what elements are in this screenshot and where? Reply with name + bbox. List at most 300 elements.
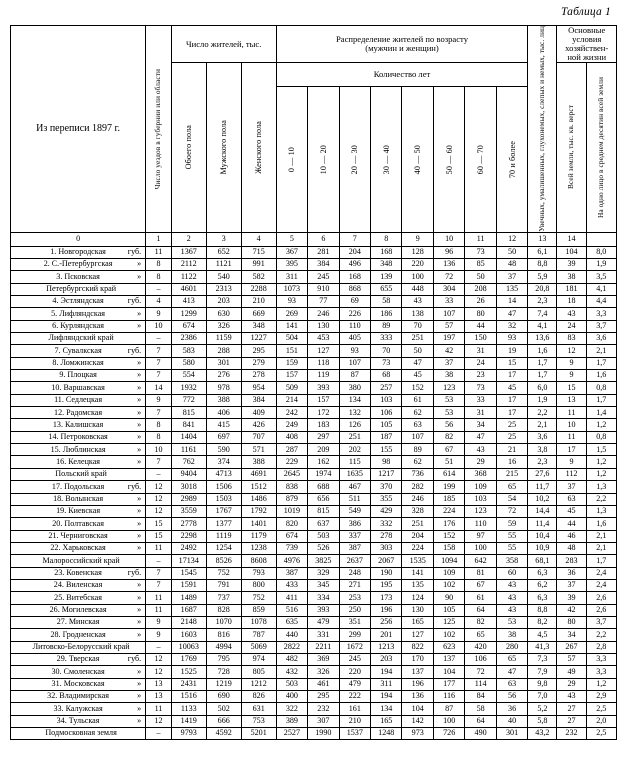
cell-c8: 137 [402,666,433,678]
row-label-text: 9. Плоцкая [59,370,97,380]
header-age-10-20-label: 10 — 20 [318,144,328,174]
cell-c7: 196 [371,604,402,616]
table-row [11,444,617,456]
cell-c4: 2527 [276,728,307,740]
cell-c5: 345 [308,579,339,591]
cell-c11: 48 [496,258,527,270]
cell-c9: 100 [433,715,464,727]
cell-c13: 39 [557,258,586,270]
row-label-suffix: » [137,580,142,590]
header-age-50-60-label: 50 — 60 [444,144,454,174]
row-label [11,715,146,727]
cell-c6: 126 [339,419,370,431]
cell-c4: 820 [276,518,307,530]
cell-c10: 33 [465,394,496,406]
cell-c13: 48 [557,542,586,554]
cell-c11: 32 [496,320,527,332]
cell-c3: 1212 [241,678,276,690]
row-label-text: 1. Новгородская [50,247,106,257]
cell-c1: 815 [171,407,206,419]
cell-c6: 467 [339,481,370,493]
cell-c10: 420 [465,641,496,653]
cell-c3: 384 [241,394,276,406]
row-label [11,567,146,579]
row-label [11,419,146,431]
header-group-age-distribution [276,26,528,63]
cell-c12: 1,7 [528,370,557,382]
cell-c9: 1094 [433,555,464,567]
cell-c0: 8 [146,431,172,443]
cell-c11: 45 [496,382,527,394]
cell-c9: 726 [433,728,464,740]
cell-c5: 130 [308,320,339,332]
row-label-text: 18. Волынская [53,493,104,503]
cell-c13: 36 [557,567,586,579]
cell-c11: 72 [496,505,527,517]
table-body [11,246,617,740]
row-label-suffix: губ. [127,296,142,306]
cell-c2: 1767 [206,505,241,517]
cell-c6: 107 [339,357,370,369]
cell-c13: 17 [557,444,586,456]
cell-c14: 3,3 [586,666,616,678]
cell-c3: 1512 [241,481,276,493]
row-label-text: 16. Келецкая [56,456,101,466]
cell-c13: 10 [557,419,586,431]
cell-c8: 282 [402,481,433,493]
header-uezd-count-label: Число уездов в губернии или области [153,68,163,189]
row-label-suffix: губ. [127,567,142,577]
header-disabled-count [528,26,557,233]
cell-c11: 17 [496,370,527,382]
cell-c5: 77 [308,296,339,308]
row-label-suffix: губ. [127,481,142,491]
cell-c1: 10063 [171,641,206,653]
cell-c11: 54 [496,493,527,505]
cell-c10: 61 [465,592,496,604]
row-label-text: 13. Калишская [52,419,104,429]
row-label [11,320,146,332]
row-label-suffix: » [137,543,142,553]
header-col-female-label: Женского пола [254,120,264,174]
cell-c4: 387 [276,567,307,579]
cell-c4: 879 [276,493,307,505]
cell-c6: 251 [339,431,370,443]
cell-c7: 190 [371,567,402,579]
cell-c10: 72 [465,666,496,678]
cell-c6: 2637 [339,555,370,567]
cell-c9: 42 [433,345,464,357]
cell-c12: 8,8 [528,604,557,616]
cell-c6: 479 [339,678,370,690]
cell-c8: 89 [402,444,433,456]
cell-c14: 4,1 [586,283,616,295]
cell-c8: 107 [402,431,433,443]
cell-c3: 715 [241,246,276,258]
row-label [11,604,146,616]
cell-c12: 27,6 [528,468,557,480]
cell-c8: 130 [402,604,433,616]
cell-c0: – [146,333,172,345]
cell-c14: 3,3 [586,653,616,665]
cell-c1: 413 [171,296,206,308]
cell-c10: 64 [465,715,496,727]
cell-c4: 389 [276,715,307,727]
cell-c13: 49 [557,666,586,678]
table-row [11,653,617,665]
cell-c5: 118 [308,357,339,369]
row-label [11,518,146,530]
cell-c1: 1525 [171,666,206,678]
cell-c10: 29 [465,456,496,468]
cell-c0: 15 [146,530,172,542]
cell-c13: 38 [557,271,586,283]
cell-c13: 15 [557,382,586,394]
cell-c7: 155 [371,444,402,456]
cell-c8: 220 [402,258,433,270]
cell-c2: 4592 [206,728,241,740]
cell-c12: 10,9 [528,542,557,554]
cell-c3: 409 [241,407,276,419]
cell-c5: 637 [308,518,339,530]
colnum-0: 0 [11,232,146,246]
table-row [11,271,617,283]
cell-c9: 123 [433,382,464,394]
cell-c9: 56 [433,419,464,431]
cell-c7: 98 [371,456,402,468]
cell-c10: 84 [465,691,496,703]
cell-c7: 355 [371,493,402,505]
cell-c1: 1299 [171,308,206,320]
cell-c0: 9 [146,616,172,628]
row-label [11,407,146,419]
cell-c9: 33 [433,296,464,308]
cell-c13: 9 [557,357,586,369]
cell-c4: 311 [276,271,307,283]
row-label-suffix: губ. [127,247,142,257]
header-age-20-30 [339,86,370,232]
cell-c5: 815 [308,505,339,517]
header-group-years: Количество лет [276,63,528,87]
cell-c2: 652 [206,246,241,258]
cell-c5: 2211 [308,641,339,653]
row-label-suffix: » [137,444,142,454]
cell-c3: 5201 [241,728,276,740]
cell-c0: 7 [146,357,172,369]
cell-c11: 19 [496,345,527,357]
cell-c8: 246 [402,493,433,505]
row-label-suffix: » [137,321,142,331]
header-col-both-sexes-label: Обоего пола [184,125,194,170]
table-row [11,481,617,493]
cell-c12: 14,4 [528,505,557,517]
cell-c2: 4994 [206,641,241,653]
cell-c5: 369 [308,653,339,665]
cell-c13: 83 [557,333,586,345]
cell-c8: 100 [402,271,433,283]
cell-c5: 157 [308,394,339,406]
cell-c8: 448 [402,283,433,295]
cell-c4: 674 [276,530,307,542]
cell-c12: 10,2 [528,493,557,505]
cell-c6: 204 [339,246,370,258]
header-uezd-count [146,26,172,233]
cell-c4: 367 [276,246,307,258]
cell-c4: 1073 [276,283,307,295]
cell-c8: 63 [402,419,433,431]
cell-c0: 13 [146,678,172,690]
cell-c1: 1367 [171,246,206,258]
table-row [11,703,617,715]
cell-c9: 137 [433,653,464,665]
cell-c12: 10,4 [528,530,557,542]
row-label-suffix: » [137,432,142,442]
cell-c0: – [146,283,172,295]
cell-c3: 753 [241,715,276,727]
cell-c2: 502 [206,703,241,715]
cell-c0: 12 [146,505,172,517]
cell-c12: 7,3 [528,653,557,665]
cell-c4: 411 [276,592,307,604]
cell-c8: 251 [402,518,433,530]
row-label-text: 24. Виленская [53,580,103,590]
cell-c14: 2,1 [586,542,616,554]
cell-c5: 119 [308,370,339,382]
row-label-text: 30. Смоленская [51,666,105,676]
cell-c12: 6,3 [528,567,557,579]
cell-c9: 152 [433,530,464,542]
cell-c11: 135 [496,283,527,295]
cell-c8: 124 [402,592,433,604]
cell-c11: 215 [496,468,527,480]
cell-c0: 8 [146,419,172,431]
cell-c2: 301 [206,357,241,369]
header-age-70-plus [496,86,527,232]
cell-c4: 229 [276,456,307,468]
cell-c5: 281 [308,246,339,258]
cell-c2: 388 [206,394,241,406]
cell-c2: 697 [206,431,241,443]
header-col-desyatin-label: На одно лицо в среднем десятин всей земли [596,76,606,218]
cell-c9: 53 [433,394,464,406]
cell-c7: 311 [371,678,402,690]
header-group-economy [557,26,617,63]
colnum-6: 6 [308,232,339,246]
row-label-text: 19. Киевская [56,506,101,516]
table-row [11,616,617,628]
cell-c11: 65 [496,653,527,665]
header-age-30-40-label: 30 — 40 [381,144,391,174]
cell-c8: 822 [402,641,433,653]
cell-c11: 55 [496,542,527,554]
cell-c10: 208 [465,283,496,295]
header-age-0-10-label: 0 — 10 [287,146,297,172]
cell-c12: 6,1 [528,246,557,258]
cell-c1: 2778 [171,518,206,530]
cell-c12: 11,4 [528,518,557,530]
cell-c3: 669 [241,308,276,320]
row-label [11,246,146,258]
colnum-3: 3 [206,232,241,246]
cell-c9: 116 [433,691,464,703]
cell-c14: 1,3 [586,505,616,517]
cell-c3: 787 [241,629,276,641]
header-group-inhabitants: Число жителей, тыс. [171,26,276,63]
cell-c13: 267 [557,641,586,653]
cell-c5: 656 [308,493,339,505]
cell-c13: 283 [557,555,586,567]
cell-c2: 1503 [206,493,241,505]
cell-c4: 432 [276,666,307,678]
row-label [11,493,146,505]
cell-c14: 1,2 [586,678,616,690]
cell-c6: 115 [339,456,370,468]
row-label-suffix: » [137,506,142,516]
cell-c9: 53 [433,407,464,419]
cell-c2: 737 [206,592,241,604]
colnum-2: 2 [171,232,206,246]
cell-c13: 181 [557,283,586,295]
table-row [11,666,617,678]
cell-c8: 152 [402,382,433,394]
cell-c11: 16 [496,456,527,468]
table-row-region-total [11,468,617,480]
table-row [11,604,617,616]
table-row [11,678,617,690]
cell-c1: 554 [171,370,206,382]
cell-c0: – [146,468,172,480]
cell-c11: 50 [496,246,527,258]
row-label [11,456,146,468]
cell-c9: 304 [433,283,464,295]
row-label-suffix: губ. [127,345,142,355]
cell-c11: 358 [496,555,527,567]
table-row-region-total [11,333,617,345]
cell-c0: 9 [146,394,172,406]
cell-c7: 106 [371,407,402,419]
cell-c10: 73 [465,246,496,258]
colnum-8: 8 [371,232,402,246]
cell-c9: 158 [433,542,464,554]
cell-c14: 1,9 [586,258,616,270]
cell-c3: 752 [241,592,276,604]
row-label-text: 3. Псковская [56,271,100,281]
cell-c14: 1,5 [586,444,616,456]
cell-c9: 107 [433,308,464,320]
cell-c13: 27 [557,715,586,727]
row-label-text: 21. Черниговская [48,530,108,540]
cell-c11: 55 [496,530,527,542]
table-row [11,530,617,542]
cell-c4: 503 [276,678,307,690]
row-label-text: Подмосковная земля [45,728,117,738]
cell-c7: 186 [371,308,402,320]
row-label-text: 15. Люблинская [50,444,106,454]
cell-c9: 102 [433,579,464,591]
row-label [11,678,146,690]
cell-c4: 395 [276,258,307,270]
row-label [11,394,146,406]
row-label [11,431,146,443]
table-row [11,567,617,579]
header-age-60-70-label: 60 — 70 [476,144,486,174]
cell-c1: 2148 [171,616,206,628]
row-label-suffix: » [137,691,142,701]
header-col-male [206,63,241,233]
cell-c13: 37 [557,481,586,493]
cell-c12: 41,3 [528,641,557,653]
cell-c12: 2,3 [528,456,557,468]
cell-c12: 7,9 [528,666,557,678]
cell-c12: 8,8 [528,258,557,270]
row-label-text: Лифляндский край [48,333,114,343]
cell-c4: 838 [276,481,307,493]
cell-c10: 26 [465,296,496,308]
colnum-15 [586,232,616,246]
cell-c10: 150 [465,333,496,345]
row-label-suffix: » [137,629,142,639]
row-label-text: 26. Могилевская [49,605,107,615]
cell-c11: 36 [496,703,527,715]
cell-c2: 540 [206,271,241,283]
row-label-text: 33. Калужская [53,703,103,713]
cell-c0: 12 [146,666,172,678]
cell-c8: 135 [402,579,433,591]
cell-c0: 11 [146,604,172,616]
row-label-suffix: » [137,395,142,405]
cell-c4: 159 [276,357,307,369]
table-row [11,518,617,530]
cell-c7: 332 [371,518,402,530]
cell-c5: 295 [308,691,339,703]
colnum-14: 14 [557,232,586,246]
cell-c3: 1401 [241,518,276,530]
cell-c7: 194 [371,666,402,678]
cell-c5: 503 [308,530,339,542]
header-age-10-20 [308,86,339,232]
cell-c2: 791 [206,579,241,591]
cell-c14: 3,7 [586,616,616,628]
row-label-suffix: губ. [127,654,142,664]
cell-c11: 59 [496,518,527,530]
cell-c5: 232 [308,703,339,715]
table-row-region-total [11,728,617,740]
cell-c7: 1213 [371,641,402,653]
cell-c4: 433 [276,579,307,591]
cell-c8: 62 [402,407,433,419]
cell-c7: 256 [371,616,402,628]
row-label-suffix: » [137,456,142,466]
row-label-text: 8. Ломжинская [52,358,104,368]
cell-c6: 168 [339,271,370,283]
cell-c8: 328 [402,505,433,517]
cell-c2: 978 [206,382,241,394]
row-label [11,370,146,382]
cell-c8: 973 [402,728,433,740]
cell-c4: 287 [276,444,307,456]
cell-c2: 795 [206,653,241,665]
cell-c2: 590 [206,444,241,456]
cell-c3: 348 [241,320,276,332]
cell-c2: 690 [206,691,241,703]
cell-c1: 1545 [171,567,206,579]
cell-c3: 426 [241,419,276,431]
cell-c4: 408 [276,431,307,443]
row-label [11,505,146,517]
cell-c13: 11 [557,407,586,419]
cell-c0: – [146,728,172,740]
cell-c1: 17134 [171,555,206,567]
